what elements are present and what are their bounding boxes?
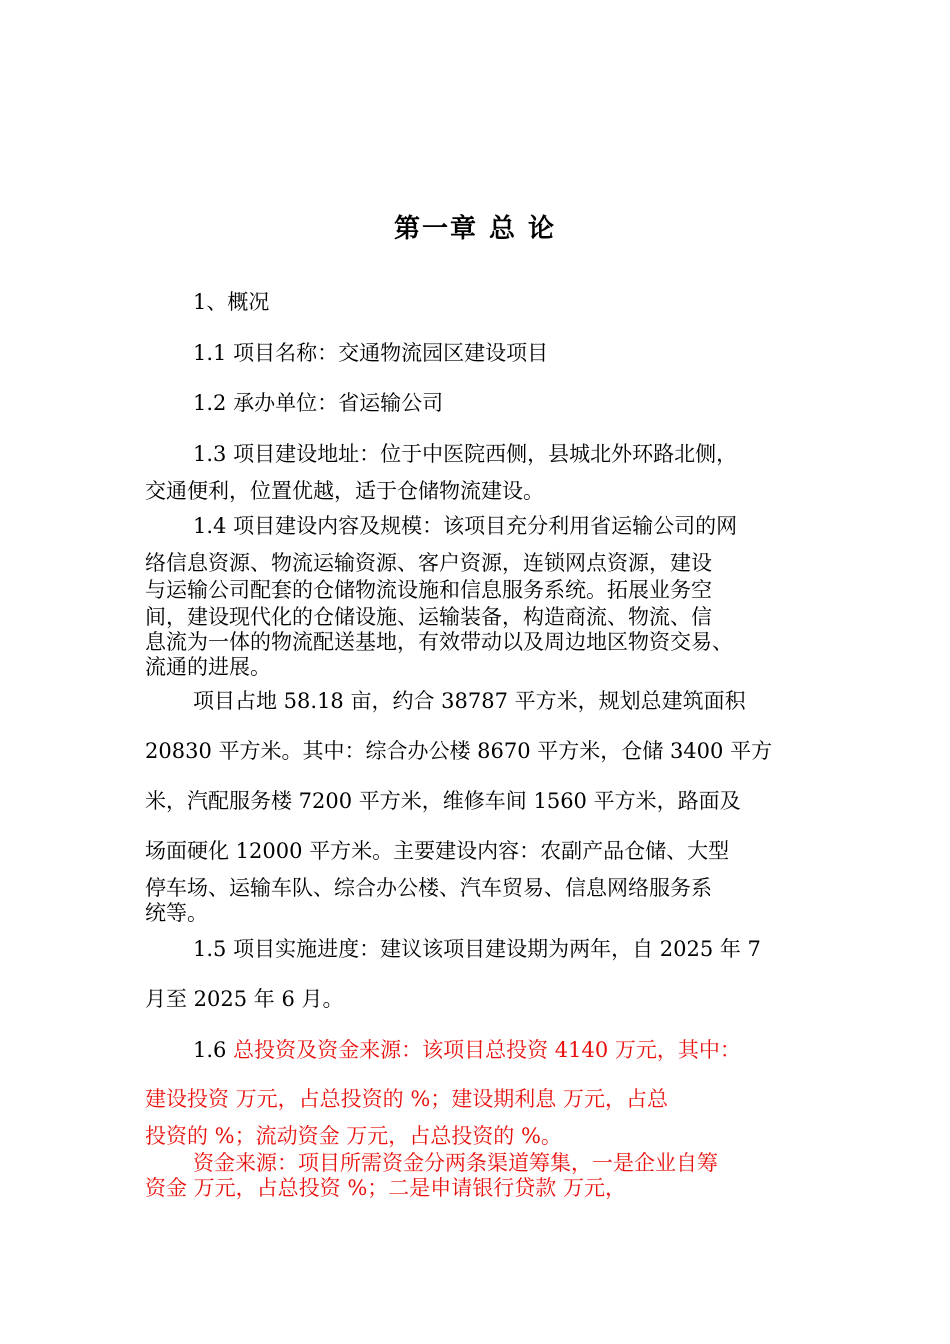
item-content-line-3: 与运输公司配套的仓储物流设施和信息服务系统。拓展业务空	[145, 578, 712, 602]
item-organizer: 1.2 承办单位：省运输公司	[193, 391, 444, 415]
investment-heading: 总投资及资金来源：该项目总投资 4140 万元，其中：	[233, 1038, 741, 1062]
area-line-1: 项目占地 58.18 亩，约合 38787 平方米，规划总建筑面积	[193, 689, 746, 713]
item-project-name: 1.1 项目名称：交通物流园区建设项目	[193, 341, 549, 365]
area-line-3: 米，汽配服务楼 7200 平方米，维修车间 1560 平方米，路面及	[145, 789, 741, 813]
item-content-line-4: 间，建设现代化的仓储设施、运输装备，构造商流、物流、信	[145, 605, 712, 629]
funding-line-2: 资金 万元，占总投资 %；二是申请银行贷款 万元，	[145, 1176, 626, 1200]
item-content-line-1: 1.4 项目建设内容及规模：该项目充分利用省运输公司的网	[193, 514, 738, 538]
item-location-line-2: 交通便利，位置优越，适于仓储物流建设。	[145, 479, 544, 503]
schedule-line-2: 月至 2025 年 6 月。	[145, 987, 344, 1011]
investment-item-number: 1.6	[193, 1038, 234, 1062]
funding-line-1: 资金来源：项目所需资金分两条渠道筹集，一是企业自筹	[193, 1151, 718, 1175]
investment-line-2: 建设投资 万元，占总投资的 %；建设期利息 万元，占总	[145, 1087, 668, 1111]
investment-line-3: 投资的 %；流动资金 万元，占总投资的 %。	[145, 1124, 562, 1148]
item-content-line-2: 络信息资源、物流运输资源、客户资源，连锁网点资源，建设	[145, 551, 712, 575]
area-line-2: 20830 平方米。其中：综合办公楼 8670 平方米，仓储 3400 平方	[145, 739, 773, 763]
schedule-line-1: 1.5 项目实施进度：建议该项目建设期为两年，自 2025 年 7	[193, 937, 761, 961]
item-content-line-6: 流通的进展。	[145, 655, 271, 679]
chapter-title: 第一章 总 论	[393, 214, 557, 244]
area-line-5: 停车场、运输车队、综合办公楼、汽车贸易、信息网络服务系	[145, 876, 712, 900]
item-location-line-1: 1.3 项目建设地址：位于中医院西侧，县城北外环路北侧，	[193, 442, 738, 466]
area-line-6: 统等。	[145, 901, 208, 925]
section-heading: 1、概况	[193, 290, 270, 314]
investment-line-1	[193, 1038, 741, 1062]
area-line-4: 场面硬化 12000 平方米。主要建设内容：农副产品仓储、大型	[145, 839, 730, 863]
item-content-line-5: 息流为一体的物流配送基地，有效带动以及周边地区物资交易、	[145, 630, 733, 654]
